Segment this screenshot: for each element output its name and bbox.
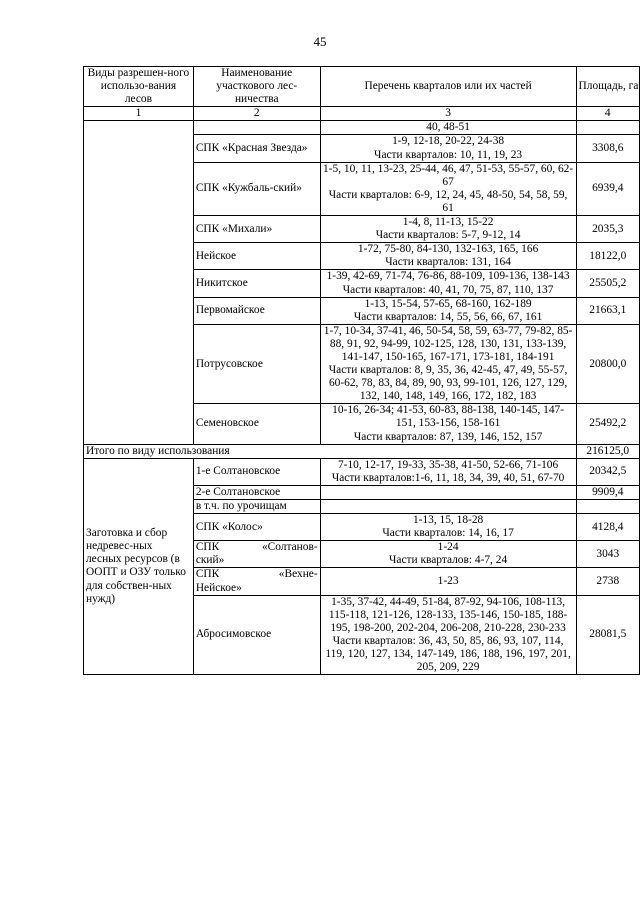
quarters-cell	[320, 135, 576, 162]
parts-line: Части кварталов: 5-7, 9-12, 14	[375, 229, 521, 242]
forestry-name-cell	[193, 568, 320, 595]
parts-line: Части кварталов: 87, 139, 146, 152, 157	[353, 430, 543, 443]
forestry-name-part: «Вехне-	[278, 568, 318, 581]
parts-line: Части кварталов: 6-9, 12, 24, 45, 48-50, 54, 58, 59, 61	[328, 188, 568, 214]
usage-type-cell	[84, 121, 194, 444]
parts-line: Части кварталов: 8, 9, 35, 36, 42-45, 47, 49, 55-57, 60-62, 78, 83, 84, 89, 90, 93, 99-101, 126, 127, 129, 132, 140, 148, 149, 166, 172, 182, 183	[328, 364, 568, 403]
forestry-name-cell: Никитское	[193, 270, 320, 297]
quarters-cell	[320, 514, 576, 541]
forestry-name-cell: СПК «Красная Звезда»	[193, 135, 320, 162]
quarters-cell	[320, 568, 576, 595]
quarters-cell	[320, 162, 576, 215]
quarters-line: 1-13, 15-54, 57-65, 68-160, 162-189	[364, 297, 532, 310]
forestry-name-part: СПК	[195, 541, 220, 554]
area-cell: 9909,4	[576, 485, 639, 499]
quarters-cell	[320, 216, 576, 243]
quarters-cell	[320, 500, 576, 514]
quarters-cell	[320, 297, 576, 324]
quarters-line: 1-13, 15, 18-28	[412, 514, 484, 527]
area-cell: 18122,0	[576, 243, 639, 270]
area-cell: 28081,5	[576, 595, 639, 675]
forestry-name-line	[196, 568, 318, 581]
parts-line: Части кварталов: 14, 16, 17	[382, 527, 514, 540]
quarters-line: 1-4, 8, 11-13, 15-22	[402, 216, 494, 229]
quarters-line: 1-7, 10-34, 37-41, 46, 50-54, 58, 59, 63-77, 79-82, 85-88, 91, 92, 94-99, 102-125, 128, 130, 131, 133-139, 141-147, 150-165, 167-171, 173-181, 184-191	[323, 324, 573, 363]
quarters-cell	[320, 485, 576, 499]
forest-quarters-table	[83, 66, 640, 675]
page-number: 45	[313, 34, 327, 49]
area-cell: 25505,2	[576, 270, 639, 297]
area-cell	[576, 500, 639, 514]
subgroup-label: в т.ч. по урочищам	[193, 500, 320, 514]
forestry-name-cell: СПК «Колос»	[193, 514, 320, 541]
header-forestry-name: Наименование участкового лес-ничества	[193, 67, 320, 107]
forestry-name-cell: Потрусовское	[193, 324, 320, 404]
forestry-name-cell: СПК «Кужбаль-ский»	[193, 162, 320, 215]
quarters-cell	[320, 324, 576, 404]
forestry-name-cell: Абросимовское	[193, 595, 320, 675]
quarters-line: 1-72, 75-80, 84-130, 132-163, 165, 166	[357, 243, 539, 256]
forestry-name-cell: 1-е Солтановское	[193, 458, 320, 485]
area-cell: 20342,5	[576, 458, 639, 485]
quarters-line: 1-39, 42-69, 71-74, 76-86, 88-109, 109-136, 138-143	[326, 270, 570, 283]
forestry-name-cell: СПК «Михали»	[193, 216, 320, 243]
area-cell: 20800,0	[576, 324, 639, 404]
quarters-cell	[320, 541, 576, 568]
area-cell: 4128,4	[576, 514, 639, 541]
header-area: Площадь, га	[576, 67, 639, 107]
parts-line: Части кварталов: 131, 164	[385, 256, 511, 269]
area-cell: 25492,2	[576, 404, 639, 444]
header-quarters-list: Перечень кварталов или их частей	[320, 67, 576, 107]
quarters-line: 1-5, 10, 11, 13-23, 25-44, 46, 47, 51-53, 55-57, 60, 62-67	[323, 162, 574, 188]
forestry-name-cell: Семеновское	[193, 404, 320, 444]
area-cell: 3043	[576, 541, 639, 568]
table-header-row	[84, 67, 640, 107]
quarters-line: 10-16, 26-34; 41-53, 60-83, 88-138, 140-145, 147-151, 153-156, 158-161	[332, 404, 565, 430]
table-row	[84, 121, 640, 135]
forestry-name-cell: 2-е Солтановское	[193, 485, 320, 499]
quarters-line: 7-10, 12-17, 19-33, 35-38, 41-50, 52-66, 71-106	[337, 458, 559, 471]
area-cell: 2738	[576, 568, 639, 595]
parts-line: Части кварталов: 36, 43, 50, 85, 86, 93, 107, 114, 119, 120, 127, 134, 147-149, 186, 188, 196, 197, 201, 205, 209, 229	[325, 634, 571, 674]
forestry-name-part: СПК	[195, 568, 220, 581]
quarters-line: 1-35, 37-42, 44-49, 51-84, 87-92, 94-106, 108-113, 115-118, 121-126, 128-133, 135-146, 150-185, 188-195, 198-200, 202-204, 206-208, 210-228, 230-233	[328, 595, 568, 634]
forestry-name-cell	[193, 121, 320, 135]
parts-line: Части кварталов: 14, 55, 56, 66, 67, 161	[353, 310, 543, 323]
quarters-cell: 40, 48-51	[320, 121, 576, 135]
forestry-name-cell	[193, 541, 320, 568]
column-number: 2	[193, 107, 320, 121]
column-number-row	[84, 107, 640, 121]
column-number: 1	[84, 107, 194, 121]
parts-line: Части кварталов: 40, 41, 70, 75, 87, 110, 137	[342, 283, 554, 296]
quarters-line: 1-23	[437, 575, 459, 588]
area-cell	[576, 121, 639, 135]
total-row	[84, 444, 640, 458]
forestry-name-part: Нейское»	[195, 581, 242, 594]
area-cell: 2035,3	[576, 216, 639, 243]
column-number: 3	[320, 107, 576, 121]
forestry-name-part: ский»	[195, 554, 225, 567]
usage-type-cell: Заготовка и сбор недревес-ных лесных ресурсов (в ООПТ и ОЗУ только для собствен-ных нужд)	[84, 458, 194, 675]
forestry-name-part: «Солтанов-	[261, 541, 318, 554]
parts-line: Части кварталов:1-6, 11, 18, 34, 39, 40, 51, 67-70	[331, 471, 565, 484]
quarters-cell	[320, 243, 576, 270]
total-label: Итого по виду использования	[84, 444, 577, 458]
quarters-line: 1-24	[437, 541, 459, 554]
column-number: 4	[576, 107, 639, 121]
forestry-name-cell: Первомайское	[193, 297, 320, 324]
forestry-name-cell: Нейское	[193, 243, 320, 270]
parts-line: Части кварталов: 4-7, 24	[389, 554, 508, 567]
forestry-name-line	[196, 541, 318, 554]
quarters-line: 1-9, 12-18, 20-22, 24-38	[392, 135, 505, 148]
parts-line: Части кварталов: 10, 11, 19, 23	[374, 148, 523, 161]
area-cell: 6939,4	[576, 162, 639, 215]
quarters-cell	[320, 270, 576, 297]
quarters-cell	[320, 404, 576, 444]
area-cell: 3308,6	[576, 135, 639, 162]
table-row	[84, 458, 640, 485]
total-value: 216125,0	[576, 444, 639, 458]
header-usage-type: Виды разрешен-ного использо-вания лесов	[84, 67, 194, 107]
area-cell: 21663,1	[576, 297, 639, 324]
quarters-cell	[320, 458, 576, 485]
quarters-cell	[320, 595, 576, 675]
